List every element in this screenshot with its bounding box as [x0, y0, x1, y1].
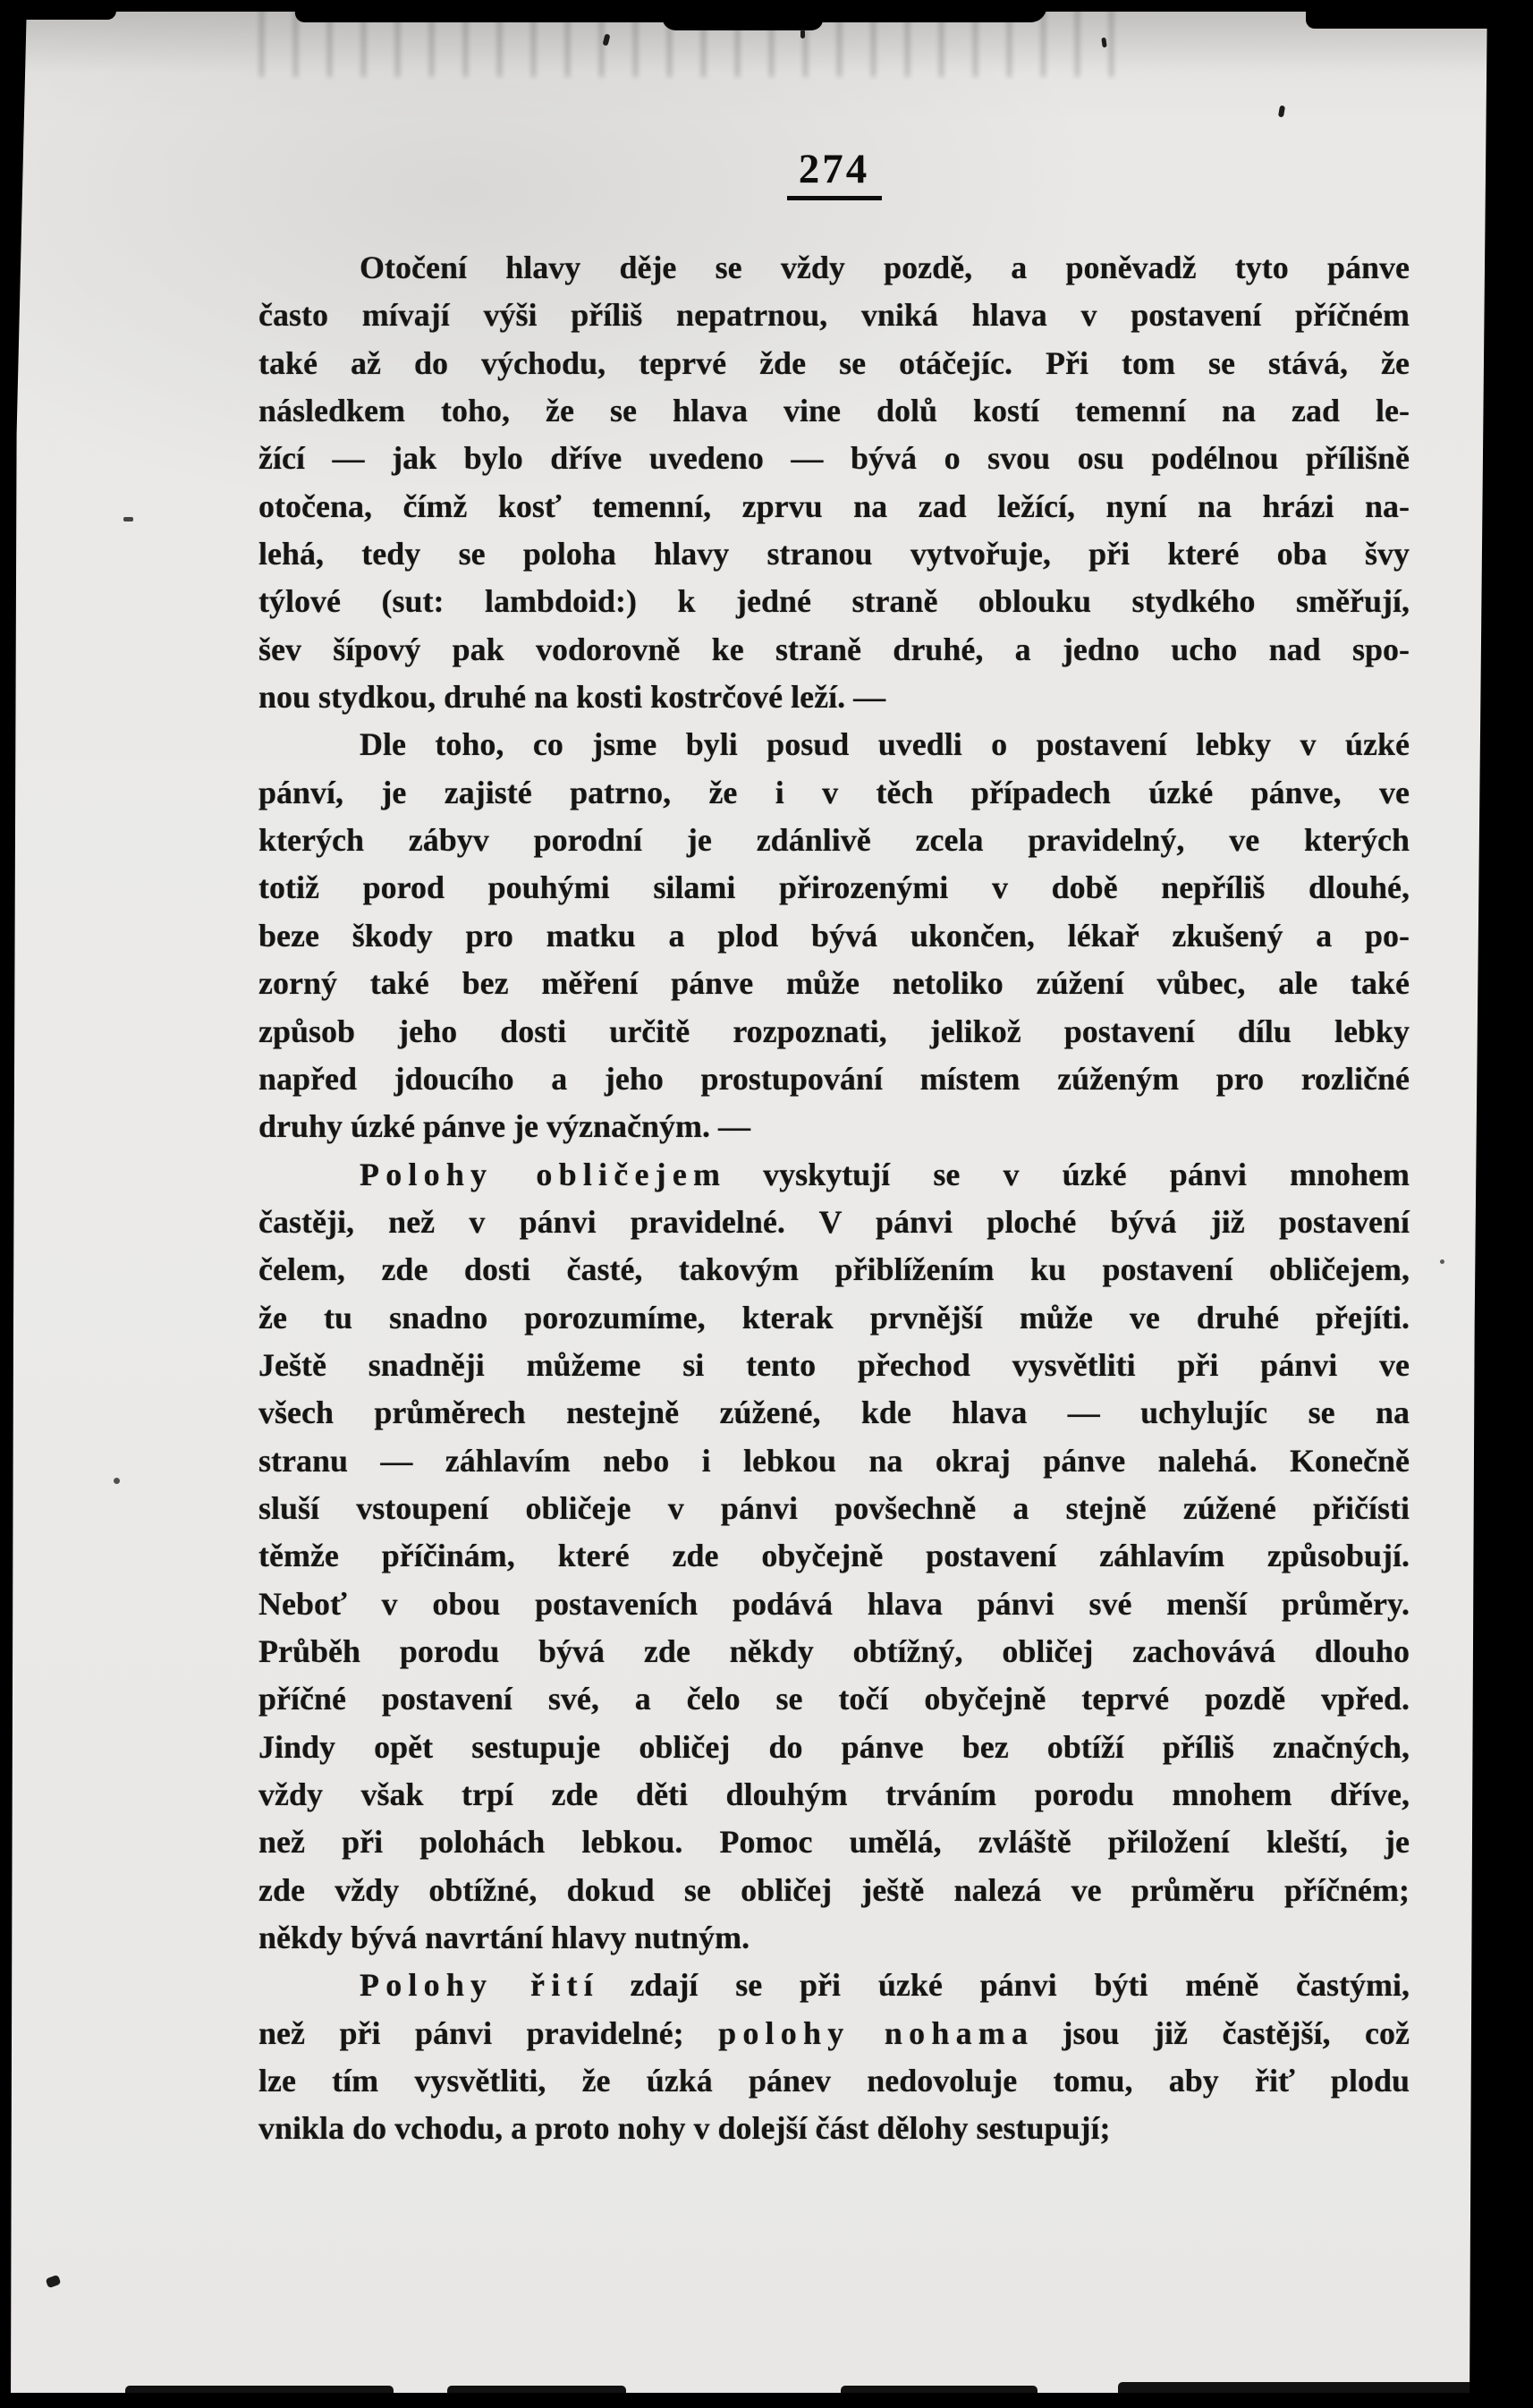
text-line: Dle toho, co jsme byli posud uvedli o postavení lebky v úzké	[360, 726, 1410, 763]
bottom-scan-border-blob	[1118, 2382, 1494, 2395]
text-line: následkem toho, že se hlava vine dolů kostí temenní na zad le-	[258, 393, 1410, 429]
text-line: zde vždy obtížné, dokud se obličej ještě nalezá ve průměru příčném;	[258, 1871, 1410, 1908]
text-line: způsob jeho dosti určitě rozpoznati, jelikož postavení dílu lebky	[258, 1013, 1410, 1049]
text-line: pánví, je zajisté patrno, že i v těch případech úzké pánve, ve	[258, 774, 1410, 810]
ink-speck	[800, 30, 805, 38]
margin-ink-speck	[1440, 1259, 1444, 1264]
text-line: napřed jdoucího a jeho prostupování místem zúženým pro rozličné	[258, 1060, 1410, 1097]
bottom-scan-border-blob	[125, 2386, 394, 2395]
page-number-rule	[787, 196, 882, 200]
text-line: zorný také bez měření pánve může netoliko zúžení vůbec, ale také	[258, 965, 1410, 1002]
text-line: častěji, než v pánvi pravidelné. V pánvi ploché bývá již postavení	[258, 1203, 1410, 1240]
text-line: lehá, tedy se poloha hlavy stranou vytvořuje, při které oba švy	[258, 536, 1410, 572]
text-line: někdy bývá navrtání hlavy nutným.	[258, 1920, 750, 1956]
text-line: než při pánvi pravidelné; p o l o h y n o h a m a jsou již častější, což	[258, 2014, 1410, 2051]
text-line: Otočení hlavy děje se vždy pozdě, a poněvadž tyto pánve	[360, 250, 1410, 285]
text-line: kterých zábyv porodní je zdánlivě zcela pravidelný, ve kterých	[258, 822, 1410, 859]
text-line: Průběh porodu bývá zde někdy obtížný, obličej zachovává dlouho	[258, 1632, 1410, 1669]
margin-ink-speck	[114, 1478, 120, 1484]
text-line: Ještě snadněji můžeme si tento přechod vysvětliti při pánvi ve	[258, 1346, 1410, 1383]
text-line: Jindy opět sestupuje obličej do pánve bez obtíží příliš značných,	[258, 1728, 1410, 1765]
text-line: stranu — záhlavím nebo i lebkou na okraj pánve nalehá. Konečně	[258, 1442, 1410, 1479]
bottom-scan-border-blob	[447, 2386, 626, 2395]
text-line: příčné postavení své, a čelo se točí obyčejně teprvé pozdě vpřed.	[258, 1681, 1410, 1717]
text-line: těmže příčinám, které zde obyčejně postavení záhlavím způsobují.	[258, 1538, 1410, 1574]
page-number: 274	[798, 146, 870, 192]
text-block	[258, 244, 1410, 2153]
ink-speck	[1278, 106, 1285, 118]
text-line: žící — jak bylo dříve uvedeno — bývá o svou osu podélnou přílišně	[258, 440, 1410, 477]
page-header	[258, 148, 1410, 200]
text-line: druhy úzké pánve je význačným. —	[258, 1108, 751, 1145]
margin-ink-speck	[123, 517, 133, 521]
text-line: čelem, zde dosti časté, takovým přiblížením ku postavení obličejem,	[258, 1251, 1410, 1288]
margin-ink-speck	[46, 2275, 62, 2288]
text-line: totiž porod pouhými silami přirozenými v době nepříliš dlouhé,	[258, 869, 1410, 906]
text-line: otočena, čímž kosť temenní, zprvu na zad ležící, nyní na hrázi na-	[258, 488, 1410, 524]
text-line: týlové (sut: lambdoid:) k jedné straně oblouku stydkého směřují,	[258, 583, 1410, 620]
text-line: P o l o h y o b l i č e j e m vyskytují se v úzké pánvi mnohem	[360, 1156, 1410, 1192]
text-line: P o l o h y ř i t í zdají se při úzké pánvi býti méně častými,	[360, 1967, 1410, 2004]
text-line: beze škody pro matku a plod bývá ukončen, lékař zkušený a po-	[258, 917, 1410, 954]
text-line: šev šípový pak vodorovně ke straně druhé, a jedno ucho nad spo-	[258, 631, 1410, 667]
text-line: vnikla do vchodu, a proto nohy v dolejší část dělohy sestupují;	[258, 2110, 1111, 2147]
text-line: Neboť v obou postaveních podává hlava pánvi své menší průměry.	[258, 1585, 1410, 1622]
text-line: nou stydkou, druhé na kosti kostrčové leží. —	[258, 679, 886, 716]
text-line: všech průměrech nestejně zúžené, kde hlava — uchylujíc se na	[258, 1395, 1410, 1431]
bottom-scan-border-blob	[841, 2386, 1038, 2395]
text-line: často mívají výši příliš nepatrnou, vniká hlava v postavení příčném	[258, 297, 1410, 334]
text-line: než při polohách lebkou. Pomoc umělá, zvláště přiložení kleští, je	[258, 1824, 1410, 1861]
text-line: také až do východu, teprvé žde se otáčejíc. Při tom se stává, že	[258, 344, 1410, 381]
bottom-scan-border	[0, 2393, 1533, 2408]
text-line: že tu snadno porozumíme, kterak prvnější může ve druhé přejíti.	[258, 1299, 1410, 1335]
text-line: sluší vstoupení obličeje v pánvi povšechně a stejně zúžené přičísti	[258, 1489, 1410, 1526]
right-scan-border	[1469, 0, 1533, 2408]
text-line: vždy však trpí zde děti dlouhým trváním porodu mnohem dříve,	[258, 1776, 1410, 1812]
top-scan-border-blob	[661, 0, 824, 30]
text-line: lze tím vysvětliti, že úzká pánev nedovoluje tomu, aby řiť plodu	[258, 2063, 1410, 2099]
left-scan-border	[0, 0, 27, 2408]
